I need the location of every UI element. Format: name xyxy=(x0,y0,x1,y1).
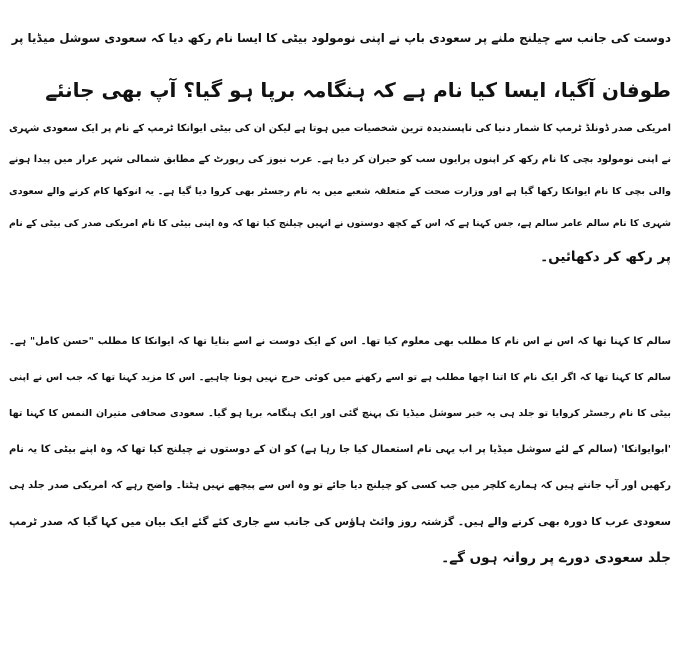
paragraph-2-line-2: سالم کا کہنا تھا کہ اگر ایک نام کا اتنا اچھا مطلب ہے تو اسے رکھنے میں کوئی حرج نہیں ہونا چاہیے۔ اس کا مزید کہنا تھا کہ جب اس نے اپنی xyxy=(9,372,671,383)
paragraph-2-line-7: جلد سعودی دورے پر روانہ ہوں گے۔ xyxy=(441,550,671,566)
paragraph-2-line-4: 'ابوایوانکا' (سالم کے لئے سوشل میڈیا پر اب یہی نام استعمال کیا جا رہا ہے) کو ان کے دوستوں نے چیلنج کیا تھا کہ وہ اپنے بیٹی کا یہ نام xyxy=(9,444,671,455)
headline-line-2: طوفان آگیا، ایسا کیا نام ہے کہ ہنگامہ برپا ہو گیا؟ آپ بھی جانئے xyxy=(45,78,671,102)
paragraph-2-line-1: سالم کا کہنا تھا کہ اس نے اس نام کا مطلب بھی معلوم کیا تھا۔ اس کے ایک دوست نے اسے بتایا تھا کہ ایوانکا کا مطلب "حسن کامل" ہے۔ xyxy=(9,336,671,347)
paragraph-2-line-5: رکھیں اور آپ جانتے ہیں کہ ہمارے کلچر میں جب کسی کو چیلنج دیا جائے تو وہ اس سے پیچھے نہیں ہٹتا۔ واضح رہے کہ امریکی صدر جلد ہی xyxy=(9,480,671,491)
paragraph-1-line-2: نے اپنی نومولود بچی کا نام رکھ کر اپنوں پرایوں سب کو حیران کر دیا ہے۔ عرب نیوز کی رپورٹ کے مطابق شمالی شہر عرار میں پیدا ہونے xyxy=(9,154,671,165)
paragraph-1-line-5: پر رکھ کر دکھائیں۔ xyxy=(540,249,671,265)
paragraph-1-line-1: امریکی صدر ڈونلڈ ٹرمپ کا شمار دنیا کی ناپسندیدہ ترین شخصیات میں ہوتا ہے لیکن ان کی بیٹی ایوانکا ٹرمپ کے نام پر ایک سعودی شہری xyxy=(9,123,671,134)
paragraph-1-line-4: شہری کا نام سالم عامر سالم ہے، جس کہنا ہے کہ اس کے کچھ دوستوں نے انہیں چیلنج کیا تھا کہ وہ اپنی بیٹی کا نام امریکی صدر کی بیٹی کے نام xyxy=(9,218,671,229)
paragraph-2-line-6: سعودی عرب کا دورہ بھی کرنے والے ہیں۔ گزشتہ روز وائٹ ہاؤس کی جانب سے جاری کئے گئے ایک بیان میں کہا گیا کہ صدر ٹرمپ xyxy=(9,516,671,528)
paragraph-2-line-3: بیٹی کا نام رجسٹر کروایا تو جلد ہی یہ خبر سوشل میڈیا تک پہنچ گئی اور ایک ہنگامہ برپا ہو گیا۔ سعودی صحافی متیران النمس کا کہنا تھا xyxy=(9,408,671,419)
paragraph-1-line-3: والی بچی کا نام ایوانکا رکھا گیا ہے اور وزارت صحت کے متعلقہ شعبے میں یہ نام رجسٹر بھی کروا دیا گیا ہے۔ یہ انوکھا کام کرنے والے سعودی xyxy=(9,186,671,197)
headline-line-1: دوست کی جانب سے چیلنج ملنے پر سعودی باپ نے اپنی نومولود بیٹی کا ایسا نام رکھ دیا کہ سعودی سوشل میڈیا پر xyxy=(11,31,671,45)
